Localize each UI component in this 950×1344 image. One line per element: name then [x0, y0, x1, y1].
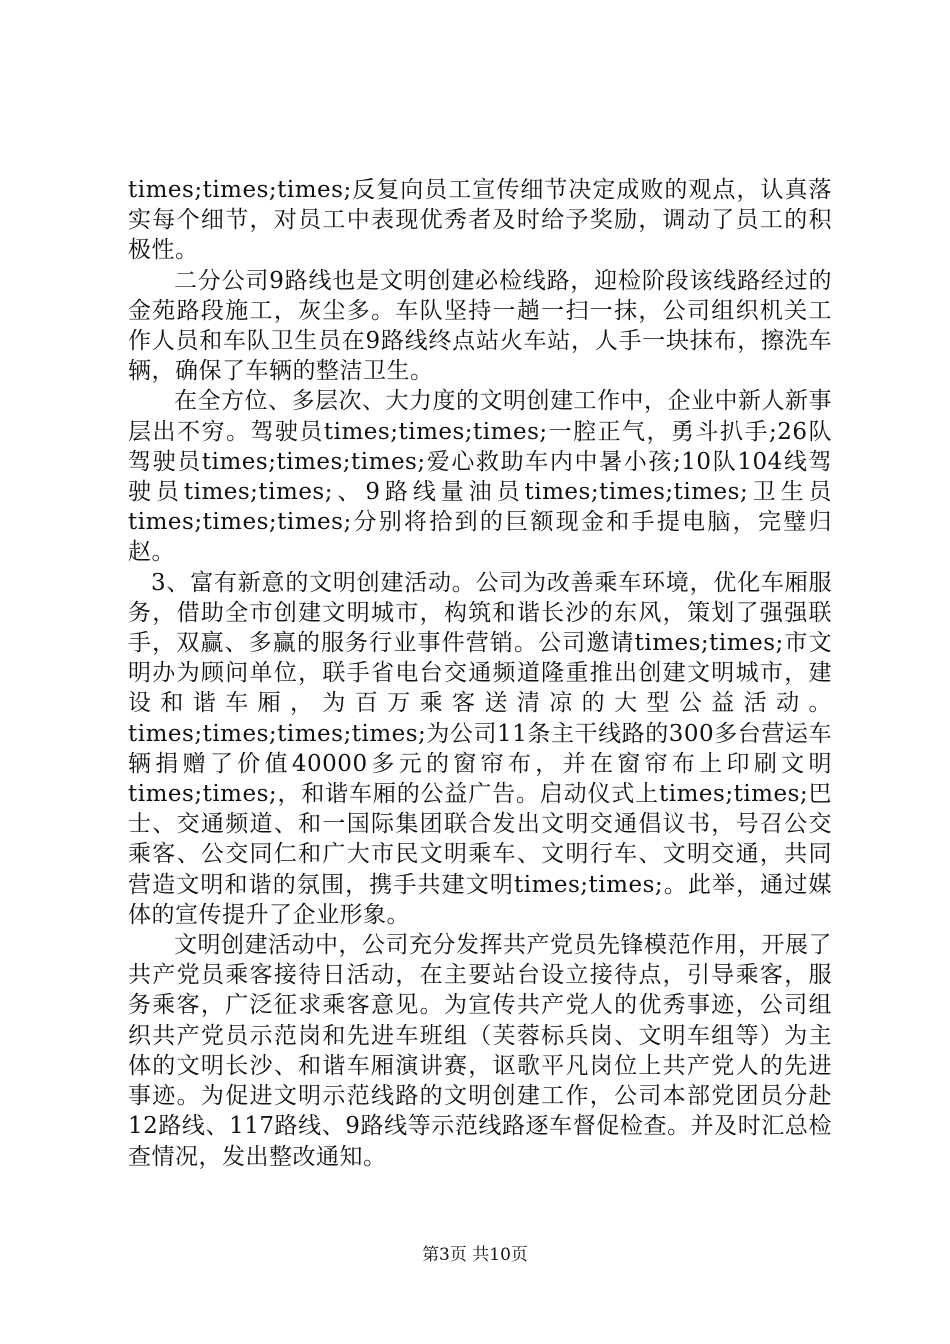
paragraph-new-people-new-deeds: 在全方位、多层次、大力度的文明创建工作中，企业中新人新事层出不穷。驾驶员times;times;times;一腔正气，勇斗扒手;26队驾驶员times;times;times;爱心救助车内中暑小孩;10队104线驾驶员times;times;、9路线量油员times;times;times;卫生员times;times;times;分别将拾到的巨额现金和手提电脑，完璧归赵。 [128, 388, 832, 566]
document-body [128, 175, 832, 1172]
paragraph-creative-activities: 3、富有新意的文明创建活动。公司为改善乘车环境，优化车厢服务，借助全市创建文明城市，构筑和谐长沙的东风，策划了强强联手，双赢、多赢的服务行业事件营销。公司邀请times;times;市文明办为顾问单位，联手省电台交通频道隆重推出创建文明城市，建设和谐车厢，为百万乘客送清凉的大型公益活动。times;times;times;times;为公司11条主干线路的300多台营运车辆捐赠了价值40000多元的窗帘布，并在窗帘布上印刷文明times;times;，和谐车厢的公益广告。启动仪式上times;times;巴士、交通频道、和一国际集团联合发出文明交通倡议书，号召公交乘客、公交同仁和广大市民文明乘车、文明行车、文明交通，共同营造文明和谐的氛围，携手共建文明times;times;。此举，通过媒体的宣传提升了企业形象。 [128, 569, 832, 928]
paragraph-route-9-cleaning: 二分公司9路线也是文明创建必检线路，迎检阶段该线路经过的金苑路段施工，灰尘多。车队坚持一趟一扫一抹，公司组织机关工作人员和车队卫生员在9路线终点站火车站，人手一块抹布，擦洗车辆，确保了车辆的整洁卫生。 [128, 267, 832, 385]
paragraph-staff-motivation: times;times;times;反复向员工宣传细节决定成败的观点，认真落实每个细节，对员工中表现优秀者及时给予奖励，调动了员工的积极性。 [128, 177, 832, 264]
page-footer [0, 1240, 950, 1265]
paragraph-party-members: 文明创建活动中，公司充分发挥共产党员先锋模范作用，开展了共产党员乘客接待日活动，在主要站台设立接待点，引导乘客，服务乘客，广泛征求乘客意见。为宣传共产党人的优秀事迹，公司组织共产党员示范岗和先进车班组（芙蓉标兵岗、文明车组等）为主体的文明长沙、和谐车厢演讲赛，讴歌平凡岗位上共产党人的先进事迹。为促进文明示范线路的文明创建工作，公司本部党团员分赴12路线、117路线、9路线等示范线路逐车督促检查。并及时汇总检查情况，发出整改通知。 [128, 932, 832, 1170]
page-number: 第3页 共10页 [422, 1245, 528, 1265]
